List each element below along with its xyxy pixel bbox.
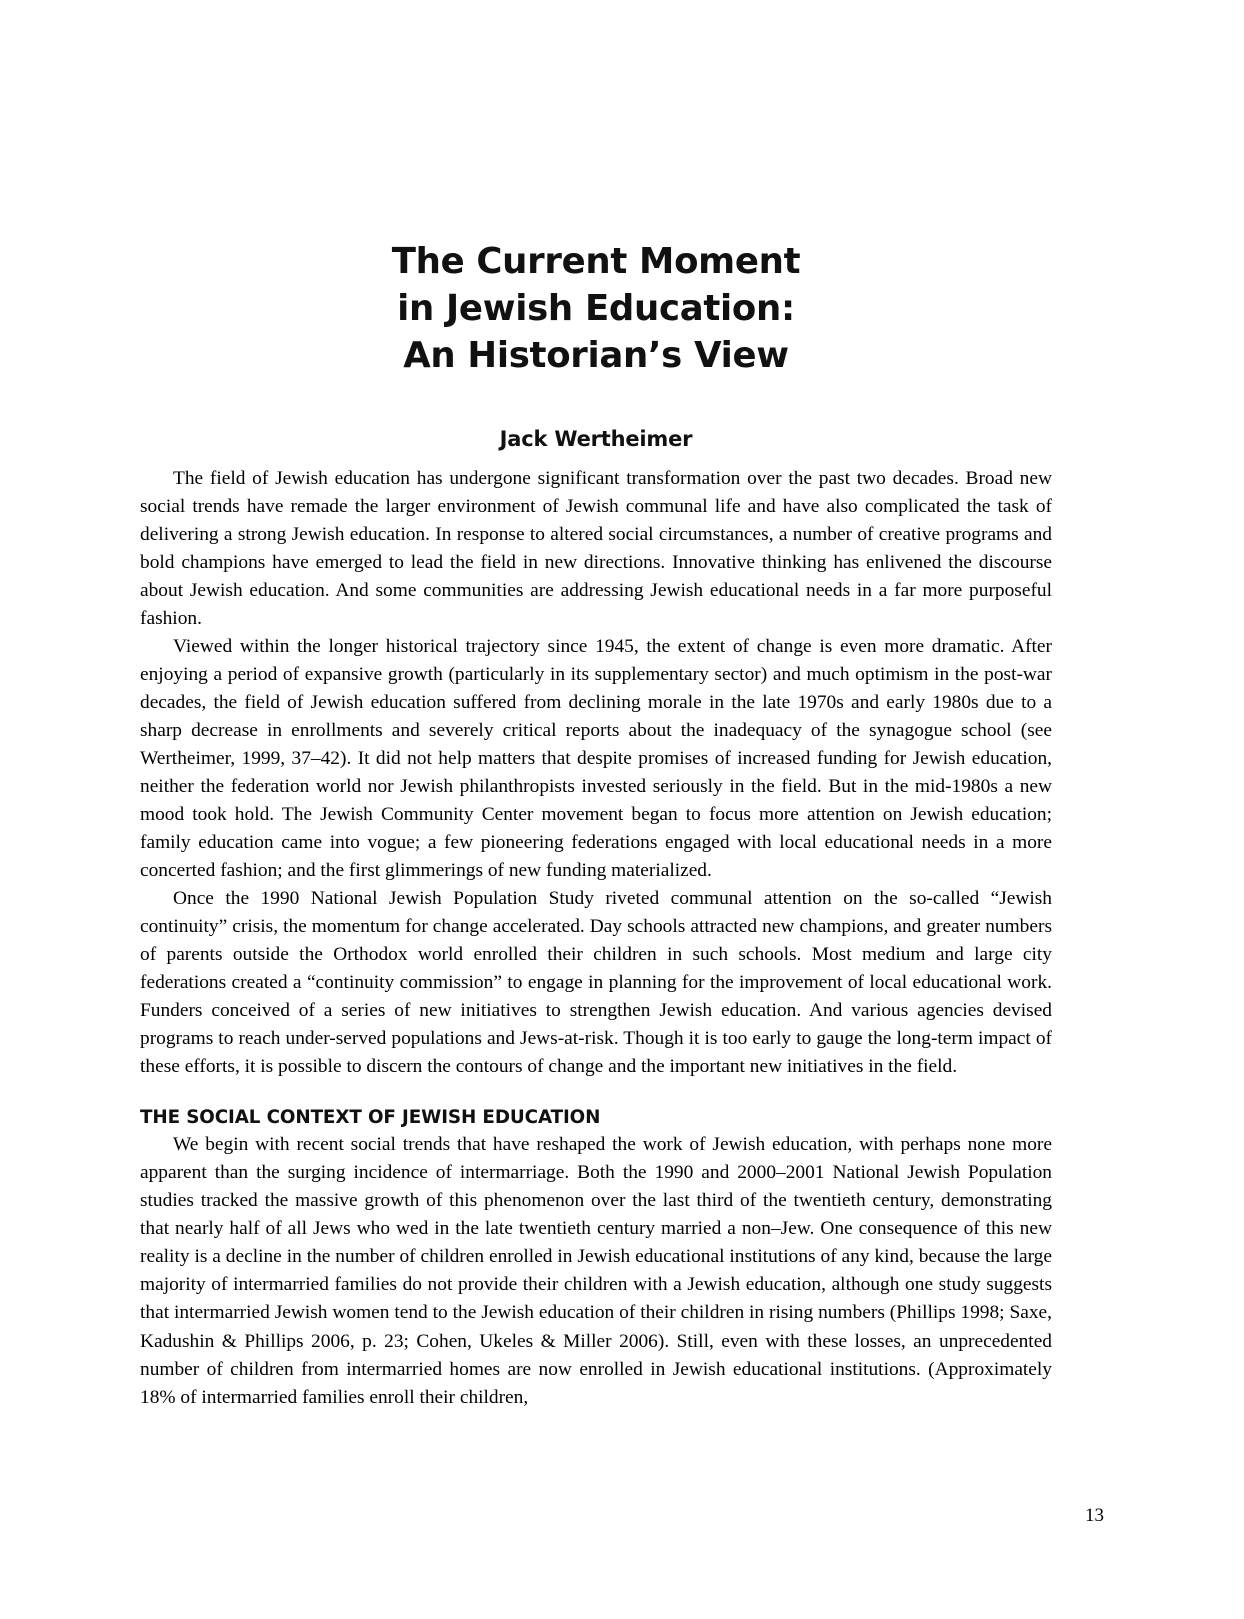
section-heading-social-context: THE SOCIAL CONTEXT OF JEWISH EDUCATION — [140, 1107, 601, 1129]
article-content — [140, 238, 1052, 1412]
paragraph-4: We begin with recent social trends that have reshaped the work of Jewish education, with perhaps none more apparent than the surging incidence of intermarriage. Both the 1990 and 2000–2001 National Jewish Population studies tracked the massive growth of this phenomenon over the last third of the twentieth century, demonstrating that nearly half of all Jews who wed in the late twentieth century married a non–Jew. One consequence of this new reality is a decline in the number of children enrolled in Jewish educational institutions of any kind, because the large majority of intermarried families do not provide their children with a Jewish education, although one study suggests that intermarried Jewish women tend to the Jewish education of their children in rising numbers (Phillips 1998; Saxe, Kadushin & Phillips 2006, p. 23; Cohen, Ukeles & Miller 2006). Still, even with these losses, an unprecedented number of children from intermarried homes are now enrolled in Jewish educational institutions. (Approximately 18% of intermarried families enroll their children, — [140, 1134, 1052, 1408]
page-number: 13 — [1085, 1505, 1104, 1526]
author-name: Jack Wertheimer — [499, 426, 693, 451]
page-title — [140, 238, 1052, 380]
title-line-1: The Current Moment — [391, 241, 801, 282]
title-line-3: An Historian’s View — [403, 335, 789, 377]
paragraph-2: Viewed within the longer historical trajectory since 1945, the extent of change is even more dramatic. After enjoying a period of expansive growth (particularly in its supplementary sector) and much optimism in the post-war decades, the field of Jewish education suffered from declining morale in the late 1970s and early 1980s due to a sharp decrease in enrollments and severely critical reports about the inadequacy of the synagogue school (see Wertheimer, 1999, 37–42). It did not help matters that despite promises of increased funding for Jewish education, neither the federation world nor Jewish philanthropists invested seriously in the field. But in the mid-1980s a new mood took hold. The Jewish Community Center movement began to focus more attention on Jewish education; family education came into vogue; a few pioneering federations engaged with local educational needs in a more concerted fashion; and the first glimmerings of new funding materialized. — [140, 635, 1052, 882]
title-line-2: in Jewish Education: — [397, 288, 795, 330]
paragraph-3: Once the 1990 National Jewish Population Study riveted communal attention on the so-called “Jewish continuity” crisis, the momentum for change accelerated. Day schools attracted new champions, and greater numbers of parents outside the Orthodox world enrolled their children in such schools. Most medium and large city federations created a “continuity commission” to engage in planning for the improvement of local educational work. Funders conceived of a series of new initiatives to strengthen Jewish education. And various agencies devised programs to reach under-served populations and Jews-at-risk. Though it is too early to gauge the long-term impact of these efforts, it is possible to discern the contours of change and the important new initiatives in the field. — [140, 888, 1052, 1078]
paragraph-1: The field of Jewish education has undergone significant transformation over the past two decades. Broad new social trends have remade the larger environment of Jewish communal life and have also complicated the task of delivering a strong Jewish education. In response to altered social circumstances, a number of creative programs and bold champions have emerged to lead the field in new directions. Innovative thinking has enlivened the discourse about Jewish education. And some communities are addressing Jewish educational needs in a far more purposeful fashion. — [140, 467, 1052, 629]
